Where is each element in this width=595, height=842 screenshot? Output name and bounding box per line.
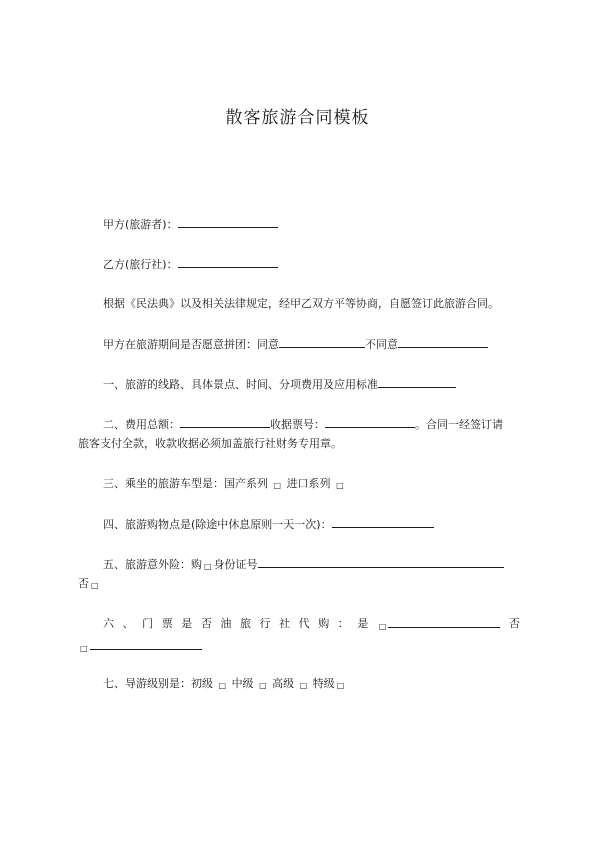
insurance-buy-checkbox[interactable]: □ bbox=[204, 562, 212, 571]
item3-line bbox=[103, 476, 346, 494]
ticket-no-checkbox[interactable]: □ bbox=[80, 644, 88, 653]
item5-id-label: 身份证号 bbox=[213, 558, 258, 571]
group-disagree-blank[interactable] bbox=[398, 336, 488, 348]
import-checkbox[interactable]: □ bbox=[336, 481, 344, 490]
item2-continuation: 旅客支付全款，收款收据必须加盖旅行社财务专用章。 bbox=[78, 437, 342, 450]
party-a-blank[interactable] bbox=[178, 216, 278, 228]
item1-text: 一、旅游的线路、具体景点、时间、分项费用及应用标准 bbox=[103, 378, 378, 391]
party-a-line bbox=[103, 216, 278, 233]
item6-char: 油 bbox=[220, 617, 232, 630]
ticket-no-blank[interactable] bbox=[90, 638, 202, 650]
guide-middle-checkbox[interactable]: □ bbox=[259, 681, 267, 690]
item6-char: 否 bbox=[200, 617, 212, 630]
guide-senior-checkbox[interactable]: □ bbox=[299, 681, 308, 690]
guide-special-checkbox[interactable]: □ bbox=[336, 681, 345, 690]
item1-blank[interactable] bbox=[378, 376, 456, 388]
id-number-blank[interactable] bbox=[258, 556, 504, 568]
document-title: 散客旅游合同模板 bbox=[225, 108, 370, 128]
item6-char: 是 bbox=[357, 617, 369, 630]
item6-char: 社 bbox=[279, 617, 291, 630]
party-b-blank[interactable] bbox=[178, 256, 278, 268]
item2-receipt-label: 收据票号： bbox=[270, 418, 325, 431]
item3-import-label: 进口系列 bbox=[286, 477, 331, 490]
ticket-yes-blank[interactable] bbox=[388, 616, 500, 628]
item6-char: 票 bbox=[161, 617, 173, 630]
item6-no-label: 否 bbox=[509, 617, 520, 630]
item6-char: 行 bbox=[259, 617, 271, 630]
group-agree-blank[interactable] bbox=[279, 336, 365, 348]
item6-char: 是 bbox=[181, 617, 193, 630]
item2-total-blank[interactable] bbox=[180, 416, 270, 428]
item6-char: 旅 bbox=[239, 617, 251, 630]
item2-tail: 。合同一经签订请 bbox=[415, 418, 503, 431]
item5-continuation bbox=[78, 576, 101, 594]
guide-middle-label: 中级 bbox=[231, 677, 254, 690]
group-question: 甲方在旅游期间是否愿意拼团：同意 bbox=[103, 338, 279, 351]
item4-line bbox=[103, 516, 434, 533]
item7-text: 七、导游级别是：初级 bbox=[103, 677, 213, 690]
item4-blank[interactable] bbox=[332, 516, 434, 528]
basis-line: 根据《民法典》以及相关法律规定，经甲乙双方平等协商，自愿签订此旅游合同。 bbox=[103, 297, 499, 310]
item6-continuation bbox=[78, 638, 202, 657]
item6-yes-group bbox=[377, 616, 501, 635]
insurance-no-checkbox[interactable]: □ bbox=[91, 581, 99, 590]
item5-line bbox=[103, 556, 504, 575]
item5-text: 五、旅游意外险：购 bbox=[103, 558, 202, 571]
guide-junior-checkbox[interactable]: □ bbox=[218, 681, 227, 690]
item3-text: 三、乘坐的旅游车型是：国产系列 bbox=[103, 477, 268, 490]
party-b-label: 乙方(旅行社)： bbox=[103, 258, 178, 271]
item2-line bbox=[103, 416, 503, 433]
guide-special-label: 特级 bbox=[312, 677, 335, 690]
item2-receipt-blank[interactable] bbox=[325, 416, 415, 428]
item4-text: 四、旅游购物点是(除途中休息原则一天一次)： bbox=[103, 518, 332, 531]
item6-char: 六 bbox=[103, 617, 114, 630]
ticket-yes-checkbox[interactable]: □ bbox=[378, 622, 387, 631]
group-line bbox=[103, 336, 488, 353]
item2-total-label: 二、费用总额： bbox=[103, 418, 180, 431]
item5-no-label: 否 bbox=[78, 577, 89, 590]
item1-line bbox=[103, 376, 456, 393]
item6-char: 门 bbox=[142, 617, 154, 630]
domestic-checkbox[interactable]: □ bbox=[273, 481, 282, 490]
item6-line bbox=[103, 616, 520, 635]
item6-char: 、 bbox=[122, 617, 134, 630]
party-a-label: 甲方(旅游者)： bbox=[103, 218, 178, 231]
guide-senior-label: 高级 bbox=[272, 677, 295, 690]
item6-char: 购 bbox=[318, 617, 330, 630]
group-disagree-label: 不同意 bbox=[365, 338, 398, 351]
item7-line bbox=[103, 676, 346, 694]
party-b-line bbox=[103, 256, 278, 273]
item6-char: 代 bbox=[298, 617, 310, 630]
item6-char: ： bbox=[337, 617, 349, 630]
